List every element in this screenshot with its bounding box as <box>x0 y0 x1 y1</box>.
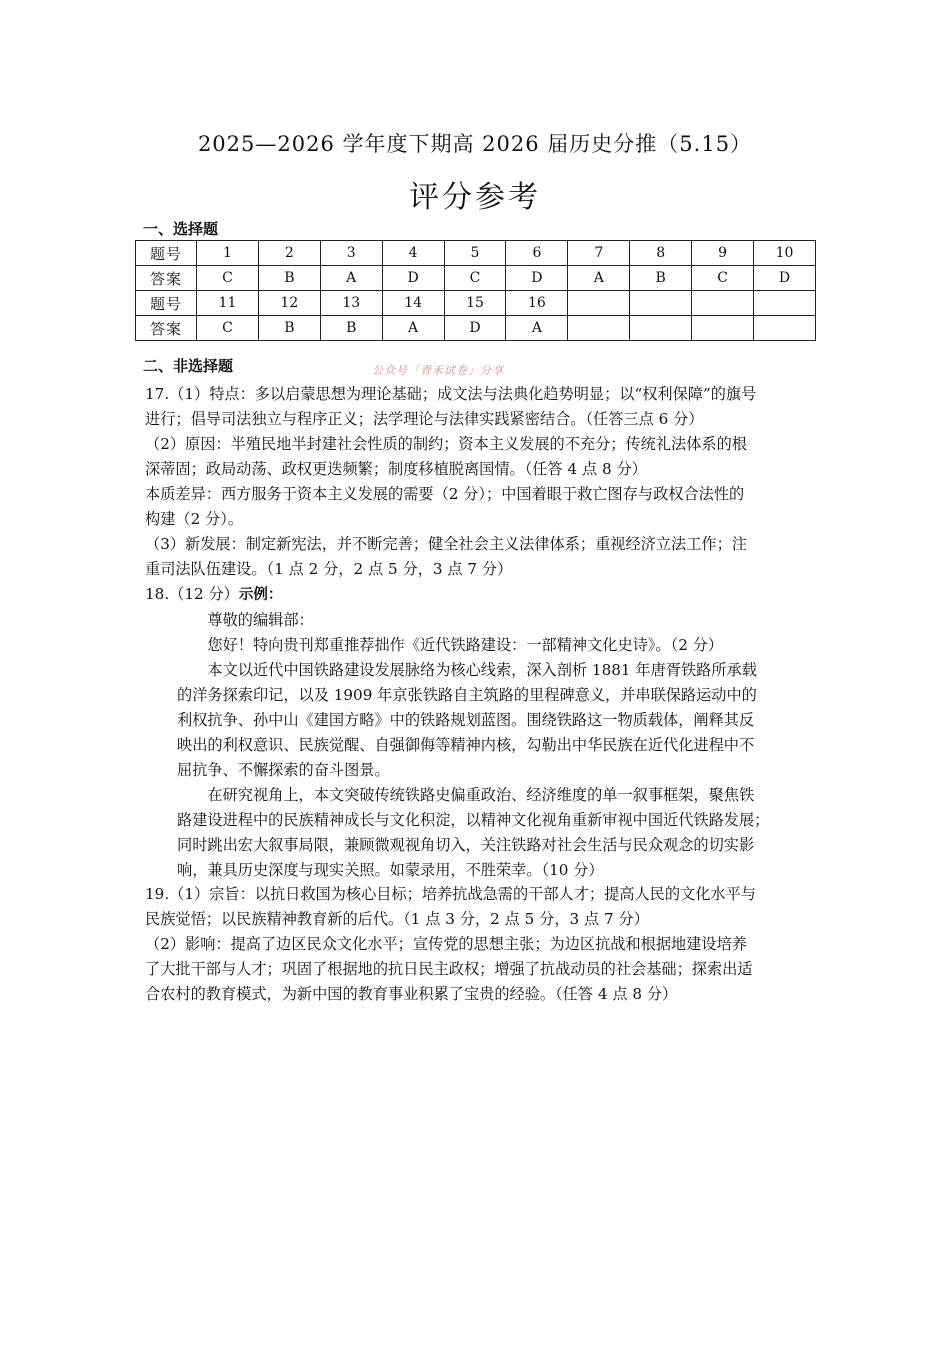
table-cell: A <box>506 316 568 341</box>
table-cell: A <box>320 266 382 291</box>
row-label: 题号 <box>136 291 197 316</box>
text-line: 屈抗争、不懈探索的奋斗图景。 <box>177 761 390 779</box>
table-cell: 3 <box>320 241 382 266</box>
table-cell: A <box>382 316 444 341</box>
text-line: 构建（2 分）。 <box>145 510 244 528</box>
text-line: 重司法队伍建设。（1 点 2 分，2 点 5 分，3 点 7 分） <box>145 560 513 578</box>
text-line: 进行；倡导司法独立与程序正义；法学理论与法律实践紧密结合。（任答三点 6 分） <box>145 410 704 428</box>
table-cell <box>630 316 692 341</box>
table-cell <box>568 291 630 316</box>
page-title: 2025—2026 学年度下期高 2026 届历史分推（5.15） <box>197 132 753 156</box>
answer-18-heading <box>145 582 813 608</box>
text-line: 响，兼具历史深度与现实关照。如蒙录用，不胜荣幸。（10 分） <box>177 861 604 879</box>
text-line: 利权抗争、孙中山《建国方略》中的铁路规划蓝图。围绕铁路这一物质载体，阐释其反 <box>177 711 755 729</box>
page-subtitle: 评分参考 <box>409 180 541 215</box>
text-line: 在研究视角上，本文突破传统铁路史偏重政治、经济维度的单一叙事框架，聚焦铁 <box>207 786 755 804</box>
text-line: 深蒂固；政局动荡、政权更迭频繁；制度移植脱离国情。（任答 4 点 8 分） <box>145 460 647 478</box>
row-label: 答案 <box>136 266 197 291</box>
table-row <box>136 241 816 266</box>
watermark-text: 公众号「青禾试卷」分享 <box>372 364 504 377</box>
answer-18 <box>145 582 813 883</box>
text-line: （2）影响：提高了边区民众文化水平；宣传党的思想主张；为边区抗战和根据地建设培养 <box>145 935 747 953</box>
text-line: 19.（1）宗旨：以抗日救国为核心目标；培养抗战急需的干部人才；提高人民的文化水平与 <box>145 885 756 903</box>
text-line: 了大批干部与人才；巩固了根据地的抗日民主政权；增强了抗战动员的社会基础；探索出适 <box>145 960 753 978</box>
answer-19 <box>145 882 813 1007</box>
table-cell: C <box>692 266 754 291</box>
table-row <box>136 266 816 291</box>
table-cell: 4 <box>382 241 444 266</box>
table-cell <box>754 291 816 316</box>
table-cell: D <box>382 266 444 291</box>
table-row <box>136 316 816 341</box>
table-row <box>136 291 816 316</box>
table-cell: 16 <box>506 291 568 316</box>
letter-body <box>145 608 813 883</box>
answer-table <box>135 240 816 341</box>
section-heading-nonchoice: 二、非选择题 <box>143 357 234 375</box>
table-cell <box>630 291 692 316</box>
question-number: 18.（12 分） <box>145 585 239 603</box>
table-cell: 9 <box>692 241 754 266</box>
table-cell: 5 <box>444 241 506 266</box>
text-line: 本质差异：西方服务于资本主义发展的需要（2 分）；中国着眼于救亡图存与政权合法性的 <box>145 485 745 503</box>
text-line: 17.（1）特点：多以启蒙思想为理论基础；成文法与法典化趋势明显；以“权利保障”的旗号 <box>145 385 757 403</box>
table-cell: B <box>258 316 320 341</box>
table-cell: 6 <box>506 241 568 266</box>
table-cell <box>754 316 816 341</box>
table-cell: B <box>630 266 692 291</box>
text-line: 映出的利权意识、民族觉醒、自强御侮等精神内核，勾勒出中华民族在近代化进程中不 <box>177 736 755 754</box>
text-line: 民族觉悟；以民族精神教育新的后代。（1 点 3 分，2 点 5 分，3 点 7 分） <box>145 910 649 928</box>
section-heading-choice: 一、选择题 <box>143 220 219 238</box>
table-cell: B <box>320 316 382 341</box>
text-line: 您好！特向贵刊郑重推荐拙作《近代铁路建设：一部精神文化史诗》。（2 分） <box>207 636 724 654</box>
example-label: 示例： <box>238 587 283 603</box>
table-cell: 1 <box>197 241 259 266</box>
row-label: 答案 <box>136 316 197 341</box>
table-cell: 7 <box>568 241 630 266</box>
table-cell: 2 <box>258 241 320 266</box>
text-line: 本文以近代中国铁路建设发展脉络为核心线索，深入剖析 1881 年唐胥铁路所承载 <box>207 661 757 679</box>
text-line: （2）原因：半殖民地半封建社会性质的制约；资本主义发展的不充分；传统礼法体系的根 <box>145 435 747 453</box>
table-cell: 12 <box>258 291 320 316</box>
text-line: 的洋务探索印记，以及 1909 年京张铁路自主筑路的里程碑意义，并串联保路运动中的 <box>177 686 757 704</box>
answer-17 <box>145 382 813 582</box>
table-cell <box>692 316 754 341</box>
table-cell: D <box>444 316 506 341</box>
table-cell: 10 <box>754 241 816 266</box>
table-cell: D <box>506 266 568 291</box>
table-cell: 15 <box>444 291 506 316</box>
table-cell <box>568 316 630 341</box>
table-cell: 11 <box>197 291 259 316</box>
table-cell: D <box>754 266 816 291</box>
text-line: 同时跳出宏大叙事局限，兼顾微观视角切入，关注铁路对社会生活与民众观念的切实影 <box>177 836 755 854</box>
table-cell: A <box>568 266 630 291</box>
table-cell: C <box>197 266 259 291</box>
table-cell <box>692 291 754 316</box>
text-line: 路建设进程中的民族精神成长与文化积淀，以精神文化视角重新审视中国近代铁路发展； <box>177 811 770 829</box>
table-cell: C <box>197 316 259 341</box>
letter-greeting: 尊敬的编辑部： <box>207 611 314 629</box>
table-cell: C <box>444 266 506 291</box>
row-label: 题号 <box>136 241 197 266</box>
table-cell: 13 <box>320 291 382 316</box>
text-line: （3）新发展：制定新宪法，并不断完善；健全社会主义法律体系；重视经济立法工作；注 <box>145 535 747 553</box>
table-cell: 8 <box>630 241 692 266</box>
table-cell: B <box>258 266 320 291</box>
text-line: 合农村的教育模式，为新中国的教育事业积累了宝贵的经验。（任答 4 点 8 分） <box>145 985 678 1003</box>
table-cell: 14 <box>382 291 444 316</box>
